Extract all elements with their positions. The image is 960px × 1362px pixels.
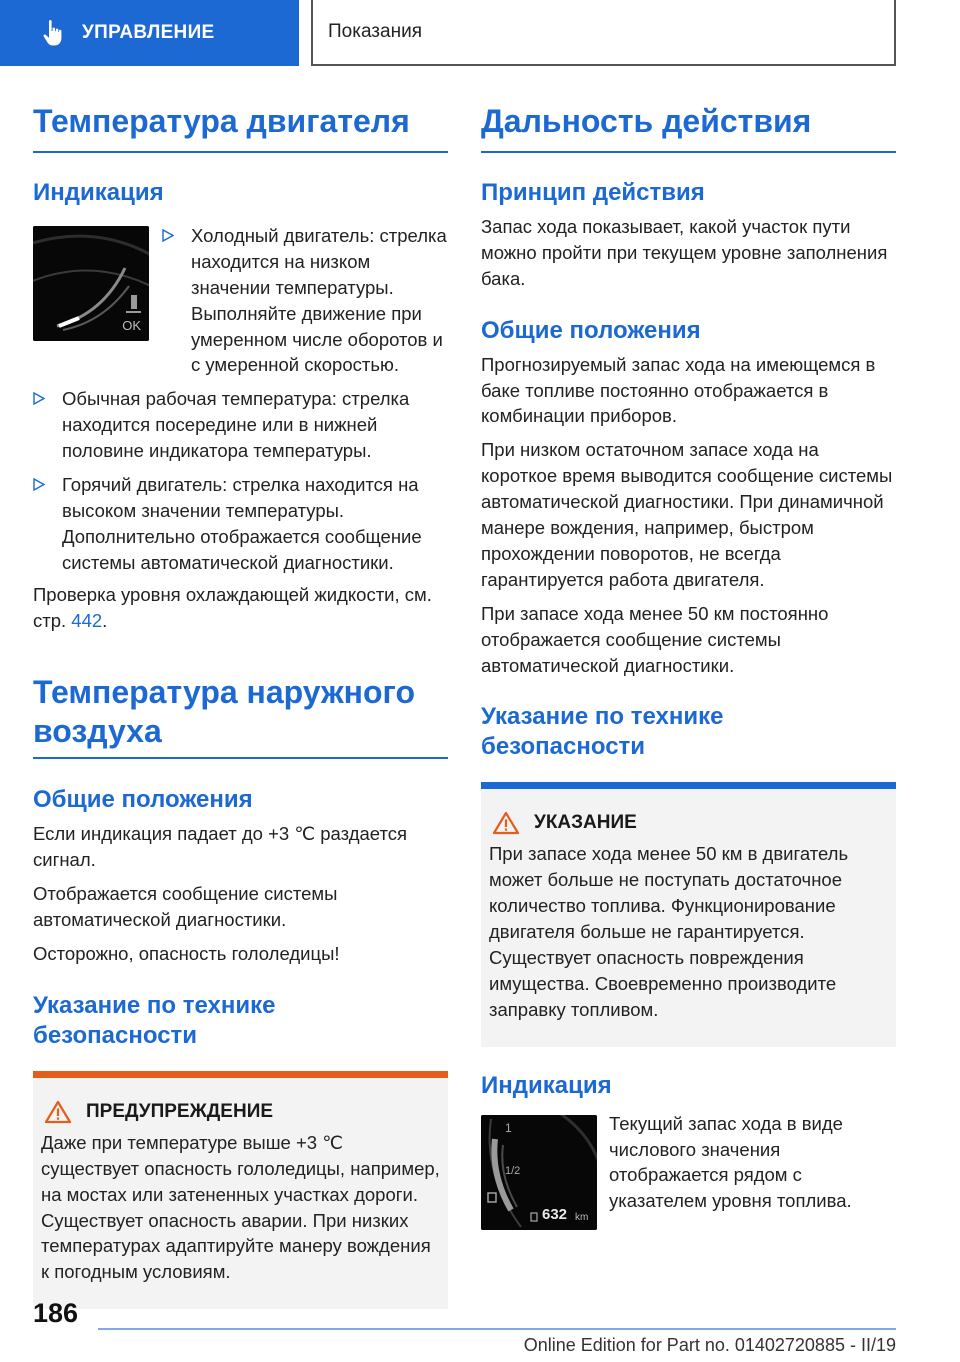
coolant-check-end: . — [102, 609, 108, 631]
engine-temp-title: Температура двигателя — [33, 103, 410, 139]
engine-temp-gauge-image — [33, 226, 149, 341]
range-paragraph-1: Прогнозируемый запас хода на имеющемся в баке топливе постоянно отображается в комбинации приборов. — [481, 353, 876, 427]
section-tab — [0, 0, 299, 66]
list-item-text: Холодный двигатель: стрелка находится на низком значении температуры. Выполняйте движение при умеренном числе оборотов и с умеренной скоростью. — [191, 225, 447, 376]
title-rule — [33, 151, 448, 153]
range-unit: km — [575, 1211, 589, 1223]
triangle-bullet-icon — [33, 392, 45, 405]
topic-box — [311, 0, 896, 66]
range-paragraph-3: При запасе хода менее 50 км постоянно отображается сообщение системы автоматической диагностики. — [481, 602, 829, 676]
edition-text: Online Edition for Part no. 01402720885 - II/19 — [523, 1335, 896, 1355]
list-item — [33, 386, 448, 464]
outside-paragraph-2: Отображается сообщение системы автоматической диагностики. — [33, 883, 338, 931]
hand-pointer-icon — [38, 18, 68, 48]
list-item — [162, 223, 448, 378]
range-general-heading: Общие положения — [481, 316, 701, 344]
triangle-bullet-icon — [162, 229, 174, 242]
range-indication-text: Текущий запас хода в виде числового значения отображается рядом с указателем уровня топлива. — [609, 1112, 852, 1212]
outside-paragraph-3: Осторожно, опасность гололедицы! — [33, 943, 340, 965]
footer-rule — [98, 1328, 896, 1330]
principle-heading: Принцип действия — [481, 179, 705, 207]
coolant-check-paragraph — [33, 582, 448, 634]
fuel-gauge-image — [481, 1115, 597, 1230]
title-rule — [33, 757, 448, 759]
range-indication-heading: Индикация — [481, 1071, 612, 1099]
range-safety-heading: Указание по технике безопасности — [481, 703, 724, 761]
list-item-text: Обычная рабочая температура: стрелка находится посередине или в нижней половине индикатора температуры. — [62, 388, 410, 462]
outside-safety-heading: Указание по технике безопасности — [33, 991, 276, 1049]
right-column — [481, 90, 896, 1230]
engine-indication-heading: Индикация — [33, 179, 164, 207]
page-number: 186 — [33, 1298, 79, 1328]
outside-general-heading: Общие положения — [33, 786, 253, 814]
gauge-mark-full: 1 — [505, 1120, 512, 1135]
warning-triangle-icon — [492, 811, 520, 835]
engine-temp-list — [33, 386, 448, 575]
warning-label: ПРЕДУПРЕЖДЕНИЕ — [86, 1100, 274, 1122]
warning-title-row — [41, 1100, 440, 1124]
engine-indication-block — [33, 223, 448, 378]
gauge-mark-half: 1/2 — [505, 1164, 521, 1177]
range-value: 632 — [542, 1205, 568, 1223]
range-paragraph-2: При низком остаточном запасе хода на короткое время выводится сообщение системы автоматической диагностики. При динамичной манере вождения, например, быстром прохождении поворотов, не всегда гарантируется работа двигателя. — [481, 439, 893, 590]
topic-label: Показания — [328, 21, 422, 42]
note-box — [481, 782, 896, 1046]
range-indication-block — [481, 1112, 896, 1230]
engine-item-1-wrap — [149, 223, 448, 378]
coolant-check-text: Проверка уровня охлаждающей жидкости, см. стр. — [33, 583, 432, 631]
range-title: Дальность действия — [481, 103, 812, 139]
title-rule — [481, 151, 896, 153]
outside-paragraph-1: Если индикация падает до +3 ℃ раздается сигнал. — [33, 823, 407, 871]
principle-text: Запас хода показывает, какой участок пути можно пройти при текущем уровне заполнения бака. — [481, 216, 888, 289]
note-title-row — [489, 811, 888, 835]
gauge-ok-label: OK — [122, 318, 141, 334]
note-label: УКАЗАНИЕ — [534, 812, 637, 834]
triangle-bullet-icon — [33, 478, 45, 491]
warning-text: Даже при температуре выше +3 ℃ существует опасность гололедицы, например, на мостах или затененных участках дороги. Существует опасность аварии. При низких температурах адаптируйте манеру вождения к погодным условиям. — [41, 1131, 440, 1283]
left-column — [33, 90, 448, 1309]
note-text: При запасе хода менее 50 км в двигатель может больше не поступать достаточное количество топлива. Функционирование двигателя больше не гарантируется. Существует опасность повреждения имущества. Своевременно производите заправку топливом. — [489, 843, 849, 1020]
section-label: УПРАВЛЕНИЕ — [82, 22, 215, 43]
warning-triangle-icon — [44, 1100, 72, 1124]
outside-temp-title: Температура наружного воздуха — [33, 674, 415, 750]
page-header — [0, 0, 960, 66]
page-link-442[interactable]: 442 — [71, 609, 103, 631]
list-item-text: Горячий двигатель: стрелка находится на высоком значении температуры. Дополнительно отображается сообщение системы автоматической диагностики. — [62, 474, 422, 573]
warning-box — [33, 1071, 448, 1309]
list-item — [33, 472, 448, 576]
